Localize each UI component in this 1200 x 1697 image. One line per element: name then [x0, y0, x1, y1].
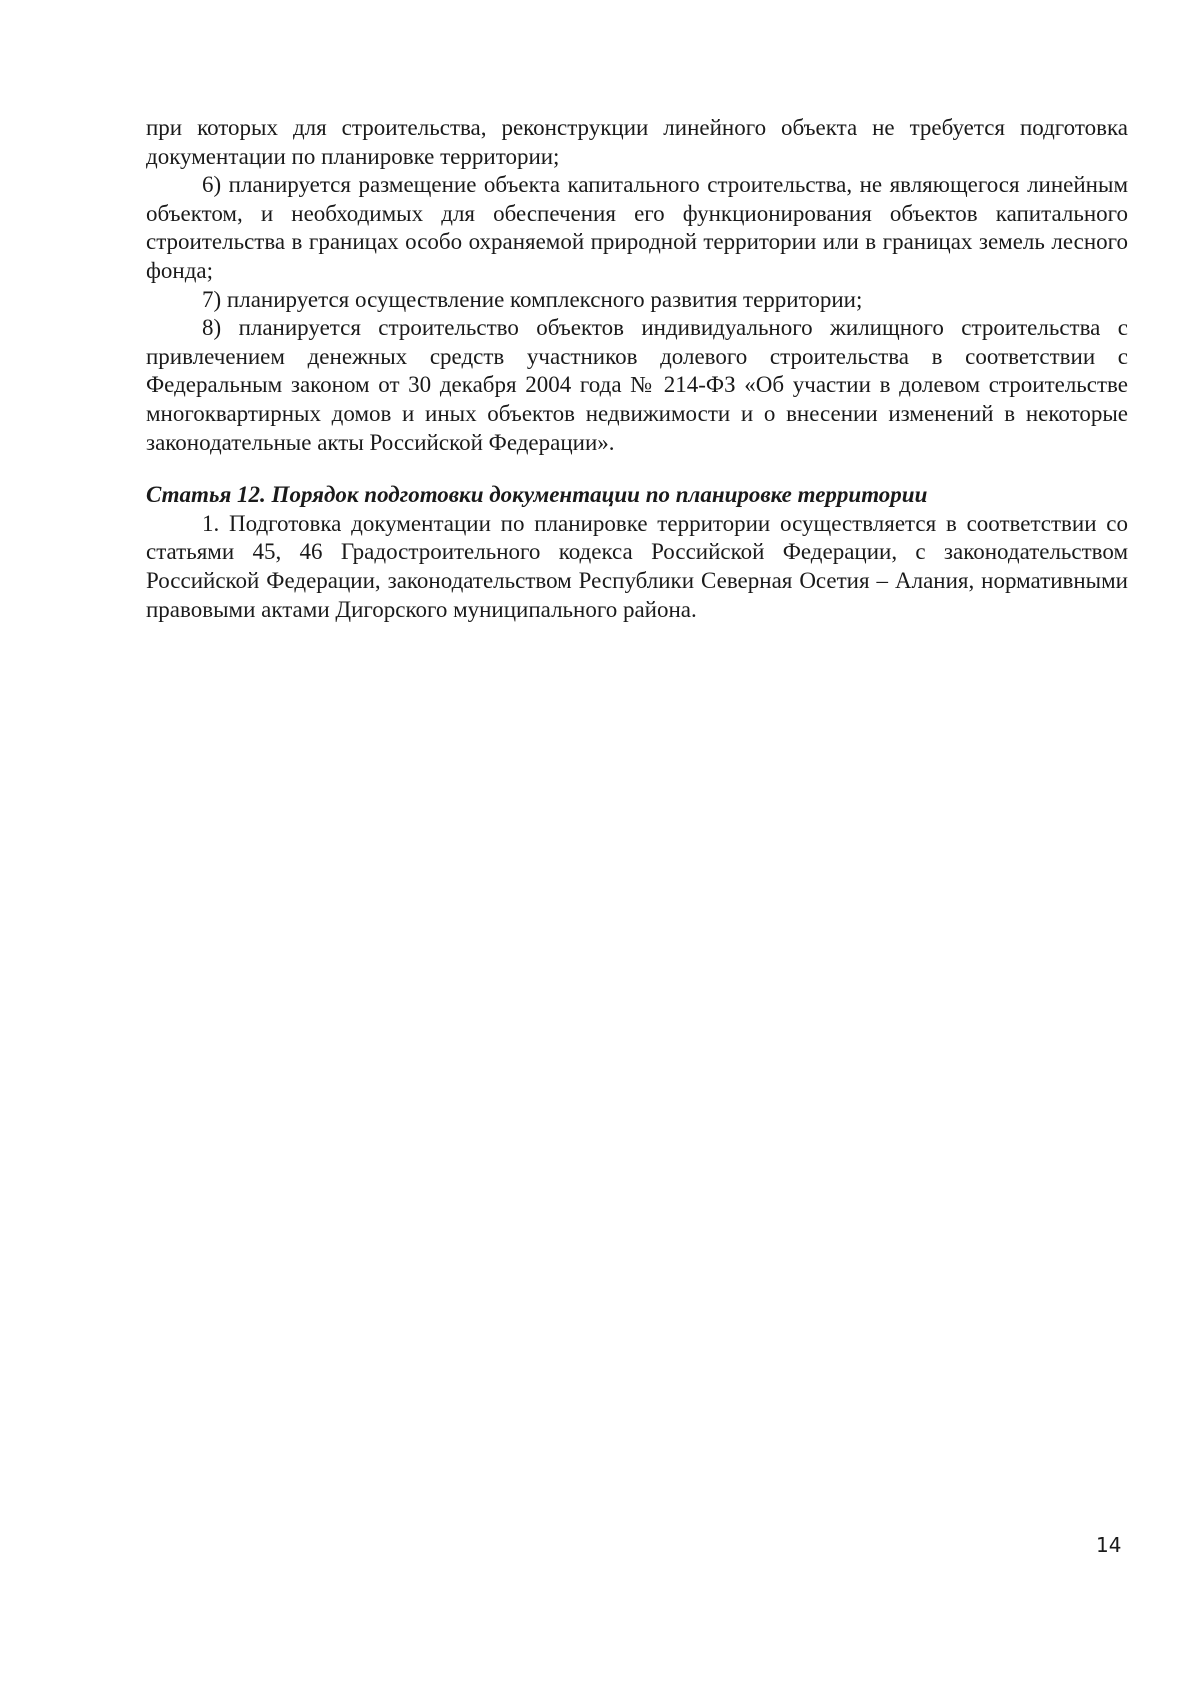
article-12-heading: Статья 12. Порядок подготовки документации по планировке территории	[146, 482, 928, 508]
paragraph-item-8: 8) планируется строительство объектов индивидуального жилищного строительства с привлечением денежных средств участников долевого строительства в соответствии с Федеральным законом от 30 декабря 2004 года № 214-ФЗ «Об участии в долевом строительстве многоквартирных домов и иных объектов недвижимости и о внесении изменений в некоторые законодательные акты Российской Федерации».	[146, 315, 1128, 455]
page-number: 14	[1096, 1533, 1122, 1557]
paragraph-article-12-point-1: 1. Подготовка документации по планировке территории осуществляется в соответствии со статьями 45, 46 Градостроительного кодекса Российской Федерации, с законодательством Российской Федерации, законодательством Республики Северная Осетия – Алания, нормативными правовыми актами Дигорского муниципального района.	[146, 510, 1128, 622]
paragraph-item-6: 6) планируется размещение объекта капитального строительства, не являющегося линейным объектом, и необходимых для обеспечения его функционирования объектов капитального строительства в границах особо охраняемой природной территории или в границах земель лесного фонда;	[146, 172, 1128, 283]
paragraph-continuation: при которых для строительства, реконструкции линейного объекта не требуется подготовка документации по планировке территории;	[146, 115, 1128, 169]
paragraph-item-7: 7) планируется осуществление комплексного развития территории;	[202, 286, 863, 312]
document-body	[146, 114, 1128, 624]
